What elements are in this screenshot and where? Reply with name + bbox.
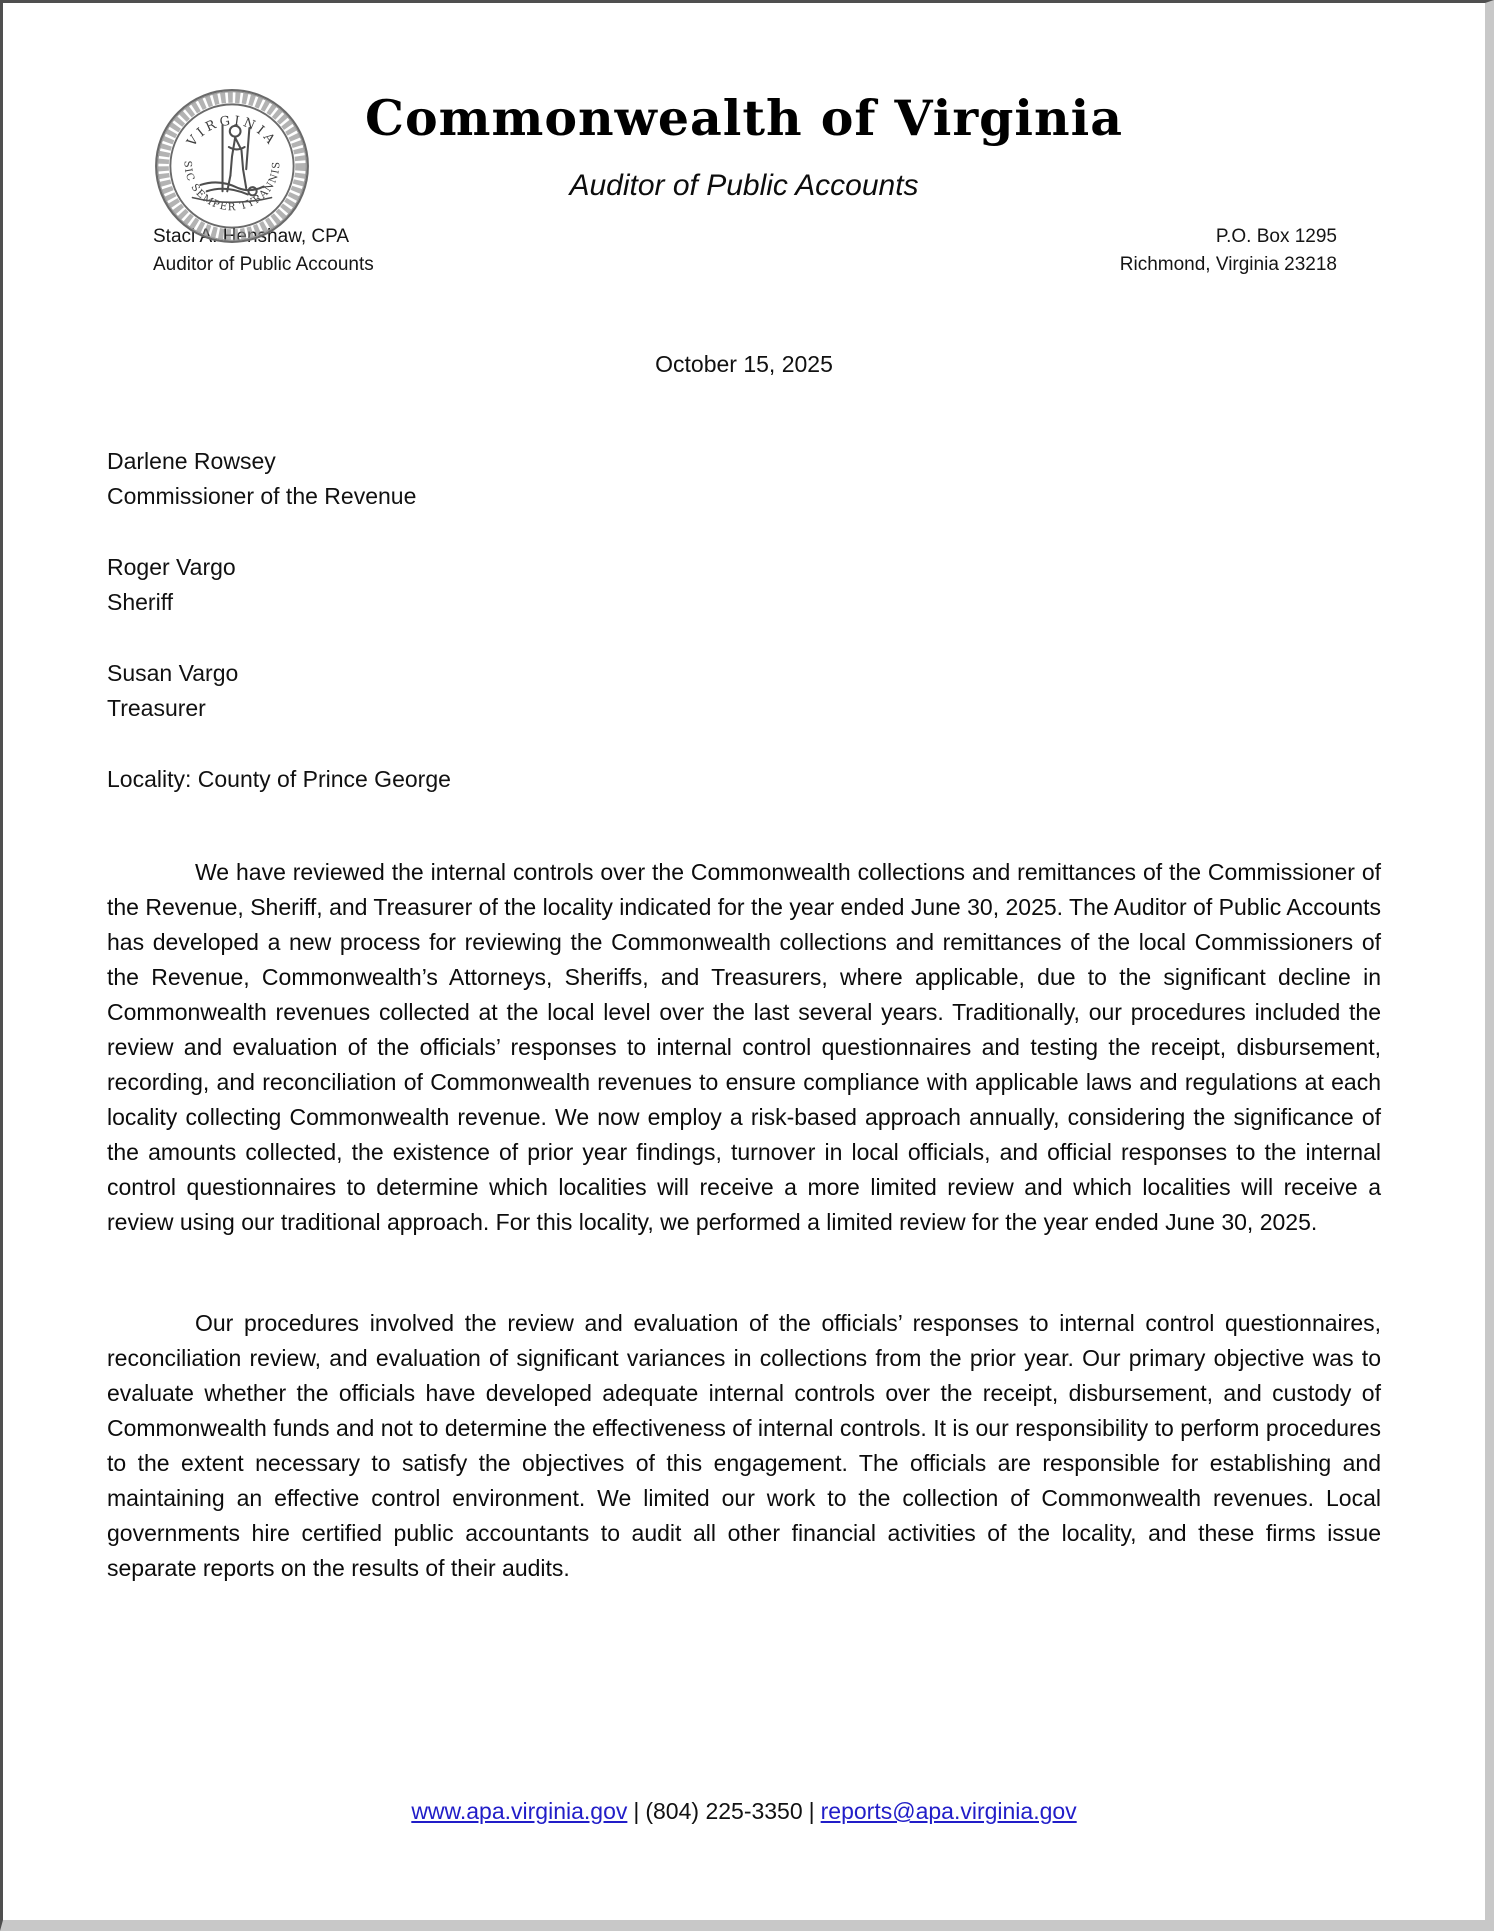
recipient-treasurer: [107, 656, 1381, 726]
locality-line: Locality: County of Prince George: [107, 766, 451, 792]
recipient-commissioner: [107, 444, 1381, 514]
seal-bottom-text: SIC SEMPER TYRANNIS: [181, 160, 283, 214]
auditor-title: Auditor of Public Accounts: [153, 254, 374, 275]
body-paragraph-2: Our procedures involved the review and evaluation of the officials’ responses to internal control questionnaires, reconciliation review, and evaluation of significant variances in collections from the prior year. Our primary objective was to evaluate whether the officials have developed adequate internal controls over the receipt, disbursement, and custody of Commonwealth funds and not to determine the effectiveness of internal controls. It is our responsibility to perform procedures to the extent necessary to satisfy the objectives of this engagement. The officials are responsible for establishing and maintaining an effective control environment. We limited our work to the collection of Commonwealth revenues. Local governments hire certified public accountants to audit all other financial activities of the locality, and these firms issue separate reports on the results of their audits.: [107, 1310, 1381, 1581]
letter-footer: [107, 1798, 1381, 1825]
body-paragraph-1: We have reviewed the internal controls over the Commonwealth collections and remittances of the Commissioner of the Revenue, Sheriff, and Treasurer of the locality indicated for the year ended June 30, 2025. The Auditor of Public Accounts has developed a new process for reviewing the Commonwealth collections and remittances of the local Commissioners of the Revenue, Commonwealth’s Attorneys, Sheriffs, and Treasurers, where applicable, due to the significant decline in Commonwealth revenues collected at the local level over the last several years. Traditionally, our procedures included the review and evaluation of the officials’ responses to internal control questionnaires and testing the receipt, disbursement, recording, and reconciliation of Commonwealth revenues to ensure compliance with applicable laws and regulations at each locality collecting Commonwealth revenue. We now employ a risk-based approach annually, considering the significance of the amounts collected, the existence of prior year findings, turnover in local officials, and official responses to the internal control questionnaires to determine which localities will receive a more limited review and which localities will receive a review using our traditional approach. For this locality, we performed a limited review for the year ended June 30, 2025.: [107, 859, 1381, 1235]
auditor-name: Staci A. Henshaw, CPA: [153, 226, 350, 247]
letterhead: [107, 85, 1381, 279]
page-subtitle: Auditor of Public Accounts: [569, 169, 919, 202]
letter-date: October 15, 2025: [655, 351, 833, 377]
recipient-name: Roger Vargo: [107, 554, 236, 580]
address-city: Richmond, Virginia 23218: [1119, 254, 1337, 275]
recipient-title: Commissioner of the Revenue: [107, 483, 417, 509]
page-title: Commonwealth of Virginia: [365, 89, 1123, 147]
svg-text:VIRGINIA: [184, 113, 280, 150]
email-link[interactable]: reports@apa.virginia.gov: [820, 1798, 1077, 1824]
virginia-state-seal-icon: [153, 87, 311, 245]
recipient-list: [107, 444, 1381, 797]
letter-body: [107, 855, 1381, 1586]
recipient-sheriff: [107, 550, 1381, 620]
recipient-title: Sheriff: [107, 589, 174, 615]
office-address: [1120, 223, 1337, 279]
recipient-name: Darlene Rowsey: [107, 448, 276, 474]
seal-top-text: VIRGINIA: [184, 113, 280, 150]
address-po-box: P.O. Box 1295: [1215, 226, 1337, 247]
website-link[interactable]: www.apa.virginia.gov: [411, 1798, 628, 1824]
footer-separator: |: [633, 1798, 640, 1824]
recipient-title: Treasurer: [107, 695, 206, 721]
recipient-name: Susan Vargo: [107, 660, 239, 686]
phone-number: (804) 225-3350: [645, 1798, 803, 1824]
footer-separator: |: [808, 1798, 815, 1824]
